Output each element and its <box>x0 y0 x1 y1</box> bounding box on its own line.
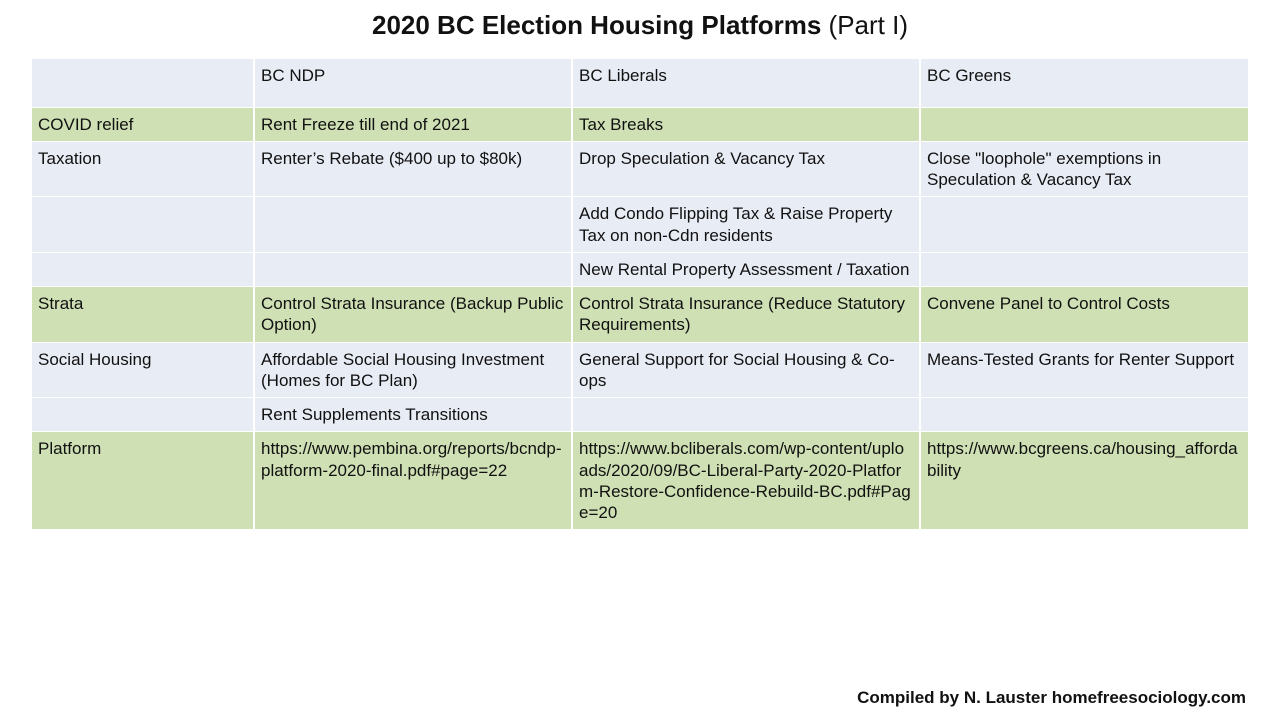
cell-liberals: New Rental Property Assessment / Taxation <box>572 252 920 286</box>
cell-liberals <box>572 398 920 432</box>
cell-ndp: Rent Freeze till end of 2021 <box>254 107 572 141</box>
cell-ndp: Control Strata Insurance (Backup Public Option) <box>254 287 572 343</box>
cell-liberals: General Support for Social Housing & Co-ops <box>572 342 920 398</box>
table-row <box>32 287 1248 343</box>
cell-liberals: Tax Breaks <box>572 107 920 141</box>
platform-link-ndp[interactable]: https://www.pembina.org/reports/bcndp-platform-2020-final.pdf#page=22 <box>254 432 572 530</box>
table-header-row <box>32 59 1248 107</box>
cell-greens <box>920 252 1248 286</box>
table-row <box>32 107 1248 141</box>
cell-ndp: Affordable Social Housing Investment (Homes for BC Plan) <box>254 342 572 398</box>
row-label: Taxation <box>32 141 254 197</box>
table-row <box>32 141 1248 197</box>
cell-greens: Convene Panel to Control Costs <box>920 287 1248 343</box>
cell-liberals: Control Strata Insurance (Reduce Statutory Requirements) <box>572 287 920 343</box>
platform-link-liberals[interactable]: https://www.bcliberals.com/wp-content/uploads/2020/09/BC-Liberal-Party-2020-Platform-Restore-Confidence-Rebuild-BC.pdf#Page=20 <box>572 432 920 530</box>
page-title-main: 2020 BC Election Housing Platforms <box>371 10 822 40</box>
page-title <box>0 0 1280 41</box>
row-label: Platform <box>32 432 254 530</box>
column-header-bc-liberals: BC Liberals <box>572 59 920 107</box>
column-header-bc-greens: BC Greens <box>920 59 1248 107</box>
page-title-sub: (Part I) <box>828 10 908 40</box>
attribution-footer: Compiled by N. Lauster homefreesociology.com <box>857 688 1246 707</box>
table-row-platform <box>32 432 1248 530</box>
table-row <box>32 252 1248 286</box>
row-label: Strata <box>32 287 254 343</box>
row-label <box>32 197 254 253</box>
row-label: COVID relief <box>32 107 254 141</box>
cell-ndp <box>254 252 572 286</box>
column-header-category <box>32 59 254 107</box>
table-row <box>32 342 1248 398</box>
platform-link-greens[interactable]: https://www.bcgreens.ca/housing_affordability <box>920 432 1248 530</box>
cell-greens <box>920 398 1248 432</box>
table-row <box>32 197 1248 253</box>
table-row <box>32 398 1248 432</box>
cell-liberals: Add Condo Flipping Tax & Raise Property Tax on non-Cdn residents <box>572 197 920 253</box>
cell-ndp: Rent Supplements Transitions <box>254 398 572 432</box>
cell-greens <box>920 197 1248 253</box>
cell-greens <box>920 107 1248 141</box>
cell-ndp: Renter’s Rebate ($400 up to $80k) <box>254 141 572 197</box>
row-label <box>32 398 254 432</box>
cell-greens: Means-Tested Grants for Renter Support <box>920 342 1248 398</box>
cell-greens: Close "loophole" exemptions in Speculation & Vacancy Tax <box>920 141 1248 197</box>
row-label <box>32 252 254 286</box>
platforms-table <box>32 59 1248 530</box>
column-header-bc-ndp: BC NDP <box>254 59 572 107</box>
cell-liberals: Drop Speculation & Vacancy Tax <box>572 141 920 197</box>
row-label: Social Housing <box>32 342 254 398</box>
cell-ndp <box>254 197 572 253</box>
